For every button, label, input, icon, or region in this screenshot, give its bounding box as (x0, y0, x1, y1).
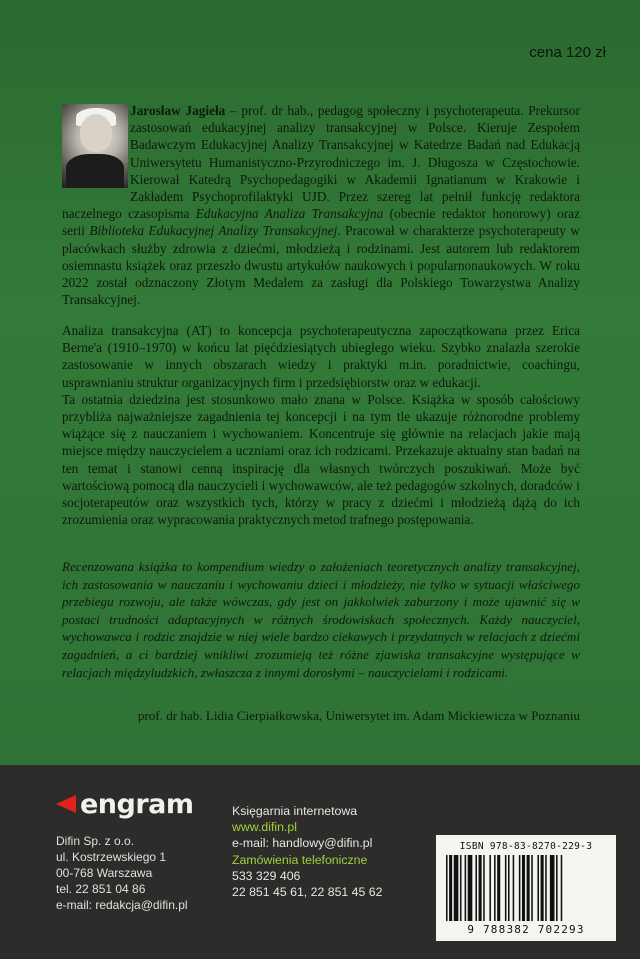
description-paragraph-2: Ta ostatnia dziedzina jest stosunkowo mało znana w Polsce. Książka w sposób całościowy przybliża najważniejsze zagadnienia tej koncepcji i na tym tle ukazuje różnorodne problemy wiążące się z nauczaniem i wychowaniem. Koncentruje się głównie na relacjach jakie mają miejsce między nauczycielem a uczniami oraz ich rodzicami. Przekazuje aktualny stan badań na ten temat i stanowi cenną inspirację dla własnych twórczych poszukiwań. Może być wartościową pomocą dla nauczycieli i wychowawców, ale też pedagogów szkolnych, doradców i socjoterapeutów oraz wszystkich tych, którzy w pracy z dziećmi i młodzieżą dążą do ich zrozumienia oraz wypracowania praktycznych metod trafnego postępowania. (62, 391, 580, 528)
barcode-bar (479, 855, 482, 921)
barcode-bar (483, 855, 485, 921)
engram-logo-icon (56, 793, 78, 815)
shop-email-line (232, 835, 382, 851)
series-title: Biblioteka Edukacyjnej Analizy Transakcyjnej (89, 223, 338, 239)
author-bio (62, 102, 580, 308)
bio-text-2: (obecnie redaktor honorowy) oraz serii (62, 206, 580, 239)
barcode-bar (537, 855, 539, 921)
barcode-bar (449, 855, 452, 921)
barcode-bar (497, 855, 500, 921)
barcode-bar (550, 855, 555, 921)
phone-orders-1: 533 329 406 (232, 868, 301, 883)
barcode-icon (446, 855, 606, 923)
reviewer-attribution: prof. dr hab. Lidia Cierpiałkowska, Uniwersytet im. Adam Mickiewicza w Poznaniu (137, 708, 580, 723)
barcode-bar (519, 855, 521, 921)
phone-orders-title: Zamówienia telefoniczne (232, 852, 368, 867)
barcode-bar (494, 855, 496, 921)
journal-title: Edukacyjna Analiza Transakcyjna (195, 206, 384, 222)
isbn-label: ISBN 978-83-8270-229-3 (459, 841, 593, 852)
barcode-bar (475, 855, 477, 921)
barcode-number: 9 788382 702293 (467, 923, 585, 936)
barcode-bar (508, 855, 510, 921)
publisher-city: 00-768 Warszawa (56, 866, 153, 880)
bookstore-info (232, 803, 382, 900)
publisher-address (56, 833, 188, 913)
price-label: cena 120 zł (529, 44, 606, 61)
description-paragraph-1: Analiza transakcyjna (AT) to koncepcja psychoterapeutyczna zapoczątkowana przez Erica Berne'a (1910–1970) w końcu lat pięćdziesiątych ubiegłego wieku. Szybko znalazła szerokie zastosowanie w innych obszarach wiedzy i praktyki m.in. poradnictwie, coachingu, usprawnianiu struktur organizacyjnych firm i przedsiębiorstw oraz w edukacji. (62, 323, 580, 390)
shop-email-value: handlowy@difin.pl (272, 836, 373, 851)
barcode-bar (513, 855, 515, 921)
barcode-bar (561, 855, 563, 921)
shop-title: Księgarnia internetowa (232, 804, 358, 818)
barcode-bar (545, 855, 547, 921)
shop-url: www.difin.pl (232, 820, 297, 835)
publisher-footer (0, 765, 640, 959)
shop-email-label: e-mail: (232, 836, 273, 851)
engram-logo (56, 789, 194, 819)
barcode-bar (468, 855, 473, 921)
barcode-bar (522, 855, 525, 921)
barcode-bar (505, 855, 507, 921)
barcode-bar (446, 855, 448, 921)
publisher-phone: tel. 22 851 04 86 (56, 882, 146, 896)
barcode-bar (489, 855, 491, 921)
bio-text-3: . Pracował w charakterze psychoterapeuty w placówkach służby zdrowia z dziećmi, młodzieżą i rodzinami. Jest autorem lub redaktorem osiemnastu książek oraz przeszło dwustu artykułów naukowych i popularnonaukowych. W roku 2022 został odznaczony Złotym Medalem za zasługi dla Polskiego Towarzystwa Analizy Transakcyjnej. (62, 223, 580, 308)
barcode-bar (454, 855, 459, 921)
review-quote: Recenzowana książka to kompendium wiedzy o założeniach teoretycznych analizy transakcyjnej, ich zastosowania w nauczaniu i wychowaniu dzieci i młodzieży, nie tylko w sytuacji właściwego przebiegu rozwoju, ale także wówczas, gdy jest on jakkolwiek zaburzony i może ujawnić się w postaci trudności adaptacyjnych w różnych środowiskach społecznych. Każdy nauczyciel, wychowawca i rodzic znajdzie w niej wiele bardzo ciekawych i przydatnych w relacjach z dziećmi zagadnień, a ci bardziej wnikliwi zrozumieją też różne zjawiska transakcyjne występujące w relacjach międzyludzkich, zwłaszcza z innymi dorosłymi – nauczycielami i rodzicami. (62, 559, 580, 680)
isbn-barcode-box (436, 835, 616, 941)
book-description (62, 322, 580, 528)
author-name: Jarosław Jagieła (130, 103, 226, 118)
barcode-bar (465, 855, 467, 921)
bio-text: – prof. dr hab., pedagog społeczny i psychoterapeuta. Prekursor zastosowań edukacyjnej analizy transakcyjnej w Polsce. Kieruje Zespołem Badawczym Edukacyjnej Analizy Transakcyjnej w Katedrze Badań nad Edukacją Uniwersytetu Humanistyczno-Przyrodniczego im. J. Długosza w Częstochowie. Kierował Katedrą Psychopedagogiki w Akademii Ignatianum w Krakowie i Zakładem Psychoprofilaktyki UJD. Przez szereg lat pełnił funkcję redaktora naczelnego czasopisma (62, 103, 580, 222)
publisher-name: Difin Sp. z o.o. (56, 834, 135, 848)
engram-logo-text: engram (80, 788, 194, 820)
barcode-bar (531, 855, 533, 921)
barcode-bar (556, 855, 558, 921)
barcode-bar (541, 855, 544, 921)
barcode-bar (527, 855, 530, 921)
photo-wrap-spacer (62, 102, 130, 190)
barcode-bar (460, 855, 462, 921)
phone-orders-2: 22 851 45 61, 22 851 45 62 (232, 885, 383, 900)
publisher-street: ul. Kostrzewskiego 1 (56, 850, 167, 864)
publisher-email: e-mail: redakcja@difin.pl (56, 898, 188, 912)
